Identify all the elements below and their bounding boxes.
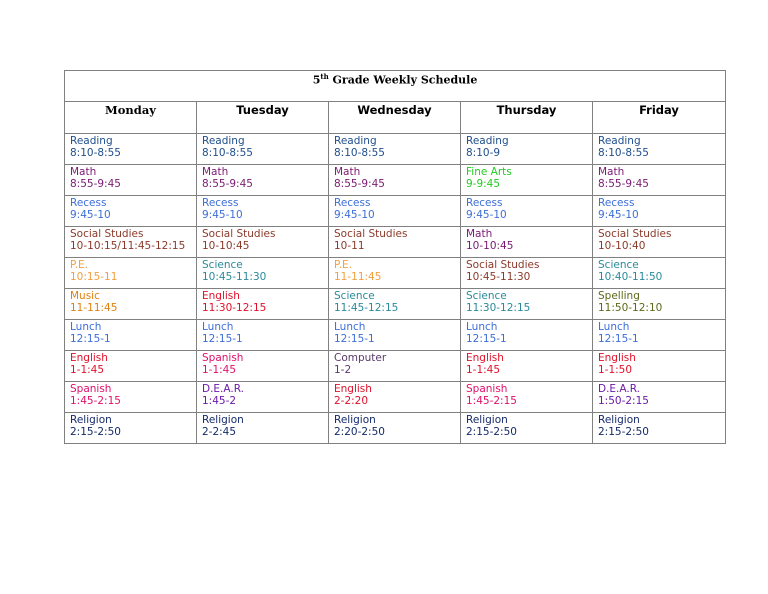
schedule-body [65,134,726,444]
schedule-cell-wednesday [329,165,461,196]
schedule-cell-monday [65,320,197,351]
subject-label: D.E.A.R. [598,383,640,395]
time-label: 9:45-10 [334,209,375,221]
schedule-cell-tuesday [197,165,329,196]
subject-label: Lunch [466,321,498,333]
subject-label: Recess [466,197,503,209]
subject-label: Spelling [598,290,640,302]
time-label: 1:45-2 [202,395,237,407]
subject-label: Religion [334,414,376,426]
time-label: 12:15-1 [202,333,243,345]
time-label: 10:15-11 [70,271,118,283]
subject-label: Reading [466,135,509,147]
schedule-cell-monday [65,165,197,196]
subject-label: Religion [466,414,508,426]
time-label: 10:45-11:30 [466,271,531,283]
table-row [65,165,726,196]
schedule-cell-tuesday [197,320,329,351]
time-label: 1:45-2:15 [466,395,517,407]
day-header-tuesday: Tuesday [197,102,329,134]
schedule-cell-friday [593,382,726,413]
table-row [65,289,726,320]
title-row [65,71,726,102]
schedule-cell-friday [593,165,726,196]
time-label: 1-1:50 [598,364,633,376]
subject-label: Religion [70,414,112,426]
subject-label: Lunch [202,321,234,333]
subject-label: Recess [598,197,635,209]
subject-label: Recess [334,197,371,209]
time-label: 12:15-1 [598,333,639,345]
subject-label: Reading [598,135,641,147]
time-label: 2:15-2:50 [598,426,649,438]
time-label: 8:10-8:55 [70,147,121,159]
time-label: 8:10-8:55 [598,147,649,159]
schedule-cell-wednesday [329,382,461,413]
time-label: 9:45-10 [202,209,243,221]
time-label: 10-10:45 [202,240,250,252]
subject-label: Lunch [334,321,366,333]
subject-label: Social Studies [202,228,276,240]
schedule-cell-thursday [461,351,593,382]
day-header-friday: Friday [593,102,726,134]
time-label: 11-11:45 [334,271,382,283]
time-label: 1-2 [334,364,352,376]
schedule-cell-thursday [461,227,593,258]
schedule-cell-tuesday [197,258,329,289]
schedule-cell-tuesday [197,289,329,320]
time-label: 12:15-1 [466,333,507,345]
subject-label: Lunch [598,321,630,333]
subject-label: P.E. [70,259,89,271]
time-label: 2:15-2:50 [70,426,121,438]
schedule-cell-tuesday [197,227,329,258]
time-label: 12:15-1 [70,333,111,345]
time-label: 11:30-12:15 [466,302,531,314]
subject-label: English [598,352,636,364]
time-label: 2:15-2:50 [466,426,517,438]
subject-label: Spanish [466,383,508,395]
subject-label: Spanish [70,383,112,395]
subject-label: Lunch [70,321,102,333]
schedule-cell-thursday [461,320,593,351]
time-label: 10-10:40 [598,240,646,252]
table-row [65,227,726,258]
subject-label: English [202,290,240,302]
schedule-cell-monday [65,351,197,382]
schedule-cell-wednesday [329,351,461,382]
schedule-cell-wednesday [329,227,461,258]
time-label: 8:10-8:55 [334,147,385,159]
subject-label: Math [466,228,493,240]
day-header-wednesday: Wednesday [329,102,461,134]
table-row [65,320,726,351]
subject-label: Science [334,290,375,302]
time-label: 12:15-1 [334,333,375,345]
subject-label: Science [202,259,243,271]
subject-label: English [334,383,372,395]
subject-label: P.E. [334,259,353,271]
schedule-cell-friday [593,289,726,320]
day-header-row [65,102,726,134]
schedule-cell-thursday [461,134,593,165]
subject-label: Music [70,290,100,302]
time-label: 11:30-12:15 [202,302,267,314]
subject-label: Fine Arts [466,166,512,178]
schedule-cell-friday [593,258,726,289]
subject-label: Science [466,290,507,302]
subject-label: Recess [202,197,239,209]
time-label: 9:45-10 [598,209,639,221]
subject-label: Religion [598,414,640,426]
schedule-cell-friday [593,227,726,258]
schedule-cell-friday [593,351,726,382]
schedule-cell-tuesday [197,196,329,227]
title-rest: Grade Weekly Schedule [328,73,478,87]
schedule-cell-thursday [461,165,593,196]
schedule-cell-friday [593,196,726,227]
subject-label: Recess [70,197,107,209]
time-label: 2-2:20 [334,395,369,407]
schedule-cell-wednesday [329,320,461,351]
schedule-cell-tuesday [197,413,329,444]
time-label: 11:45-12:15 [334,302,399,314]
schedule-cell-monday [65,382,197,413]
subject-label: Computer [334,352,387,364]
subject-label: Spanish [202,352,244,364]
subject-label: Reading [334,135,377,147]
schedule-cell-thursday [461,289,593,320]
time-label: 8:55-9:45 [70,178,121,190]
schedule-cell-wednesday [329,289,461,320]
subject-label: Religion [202,414,244,426]
schedule-cell-wednesday [329,413,461,444]
schedule-title [65,71,726,102]
weekly-schedule-table [64,70,726,444]
schedule-cell-wednesday [329,134,461,165]
schedule-cell-tuesday [197,351,329,382]
day-header-monday: Monday [65,102,197,134]
time-label: 1:50-2:15 [598,395,649,407]
subject-label: English [466,352,504,364]
schedule-cell-thursday [461,258,593,289]
time-label: 10:40-11:50 [598,271,663,283]
table-row [65,351,726,382]
subject-label: D.E.A.R. [202,383,244,395]
time-label: 8:55-9:45 [598,178,649,190]
schedule-cell-friday [593,134,726,165]
time-label: 2:20-2:50 [334,426,385,438]
time-label: 1-1:45 [202,364,237,376]
subject-label: Social Studies [334,228,408,240]
time-label: 10-11 [334,240,365,252]
schedule-cell-wednesday [329,258,461,289]
subject-label: Math [70,166,97,178]
schedule-cell-monday [65,289,197,320]
time-label: 10:45-11:30 [202,271,267,283]
time-label: 11:50-12:10 [598,302,663,314]
schedule-cell-monday [65,134,197,165]
schedule-cell-friday [593,320,726,351]
subject-label: Social Studies [598,228,672,240]
time-label: 10-10:15/11:45-12:15 [70,240,186,252]
schedule-cell-monday [65,258,197,289]
time-label: 9:45-10 [466,209,507,221]
title-grade: 5 [312,73,321,87]
schedule-cell-monday [65,227,197,258]
subject-label: Math [202,166,229,178]
table-row [65,196,726,227]
schedule-cell-tuesday [197,382,329,413]
subject-label: Social Studies [466,259,540,271]
time-label: 9:45-10 [70,209,111,221]
time-label: 8:55-9:45 [334,178,385,190]
schedule-cell-thursday [461,196,593,227]
time-label: 2-2:45 [202,426,237,438]
subject-label: Math [334,166,361,178]
time-label: 11-11:45 [70,302,118,314]
schedule-cell-wednesday [329,196,461,227]
schedule-cell-thursday [461,382,593,413]
subject-label: Science [598,259,639,271]
time-label: 8:10-8:55 [202,147,253,159]
time-label: 8:10-9 [466,147,501,159]
day-header-thursday: Thursday [461,102,593,134]
title-ordinal: th [320,72,329,81]
time-label: 10-10:45 [466,240,514,252]
schedule-cell-monday [65,196,197,227]
schedule-cell-friday [593,413,726,444]
table-row [65,134,726,165]
schedule-cell-monday [65,413,197,444]
table-row [65,413,726,444]
subject-label: Reading [202,135,245,147]
subject-label: Math [598,166,625,178]
subject-label: Social Studies [70,228,144,240]
time-label: 1-1:45 [466,364,501,376]
subject-label: English [70,352,108,364]
table-row [65,382,726,413]
table-row [65,258,726,289]
subject-label: Reading [70,135,113,147]
schedule-cell-thursday [461,413,593,444]
time-label: 8:55-9:45 [202,178,253,190]
time-label: 1-1:45 [70,364,105,376]
time-label: 9-9:45 [466,178,501,190]
time-label: 1:45-2:15 [70,395,121,407]
schedule-cell-tuesday [197,134,329,165]
